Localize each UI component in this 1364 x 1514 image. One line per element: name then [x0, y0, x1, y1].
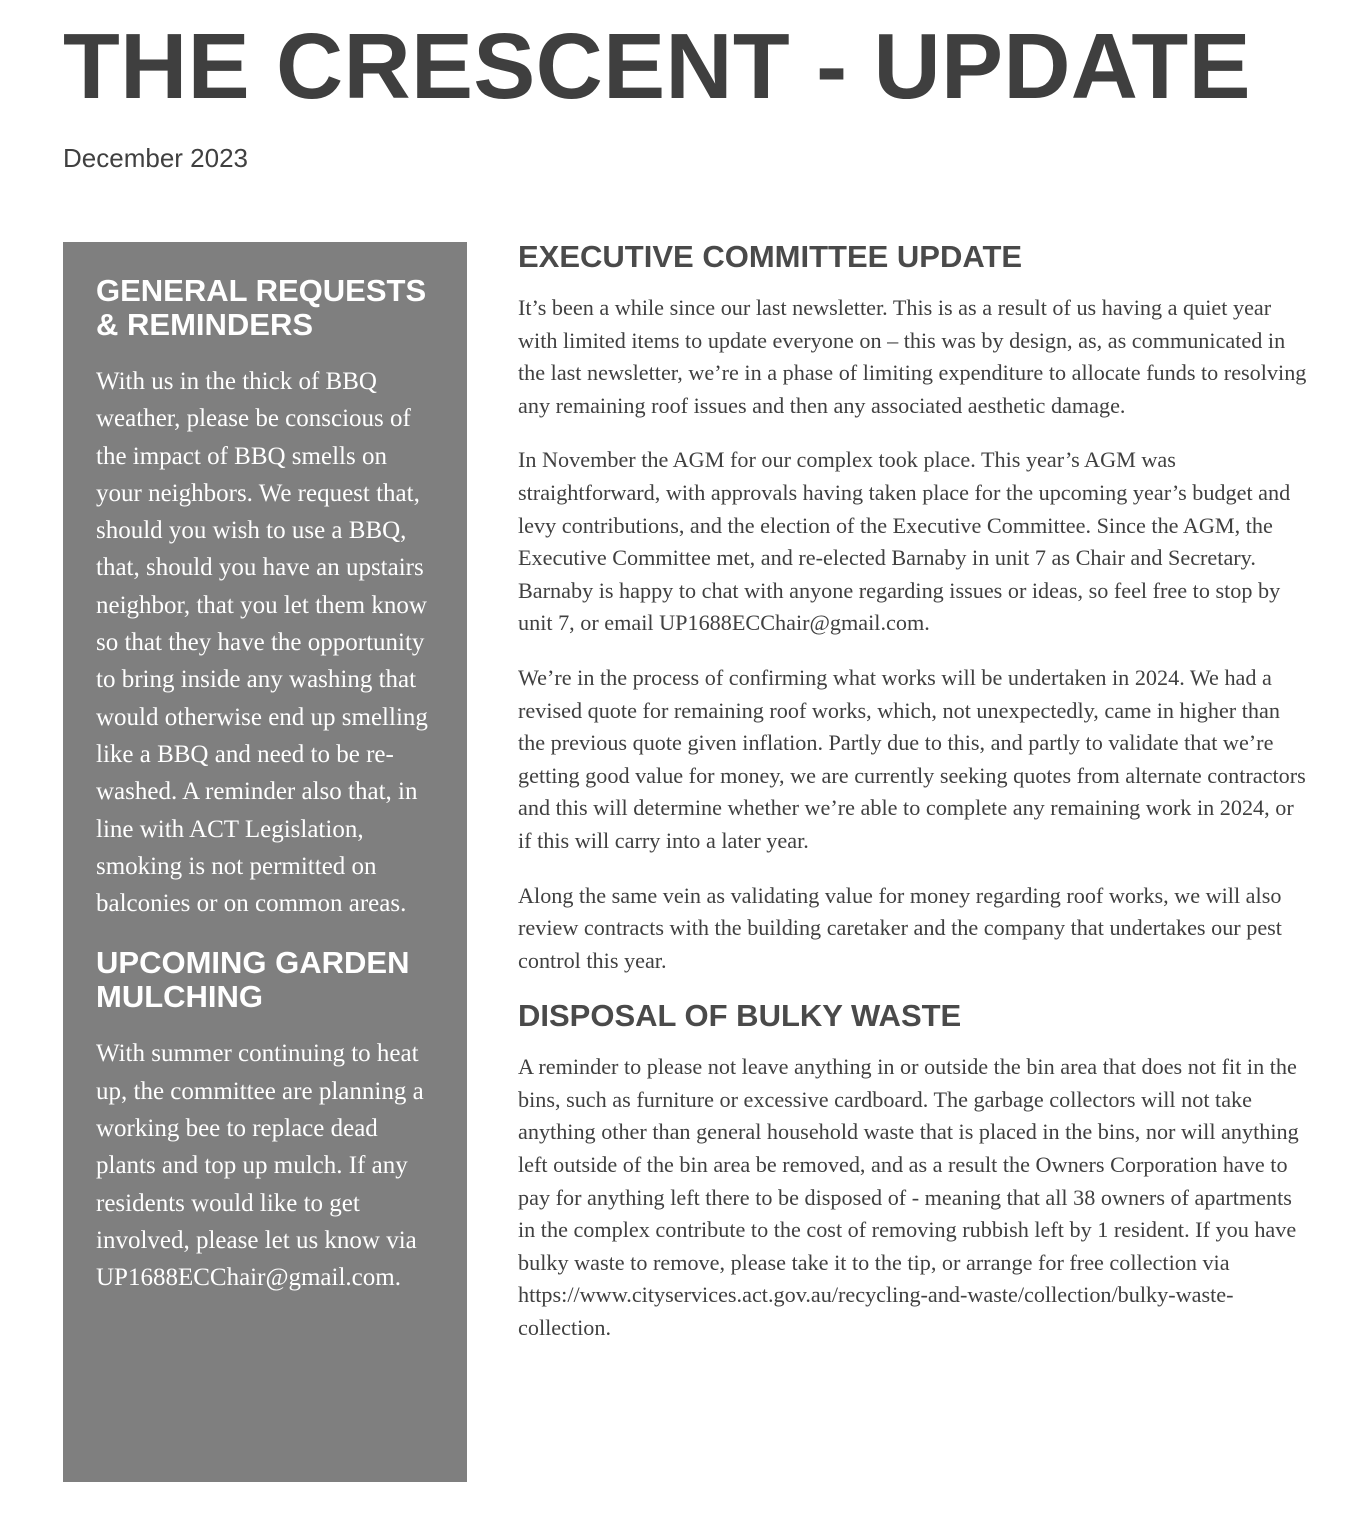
executive-committee-heading: EXECUTIVE COMMITTEE UPDATE: [518, 239, 1023, 274]
main-column: [518, 238, 1308, 1345]
garden-mulching-text: With summer continuing to heat up, the committee are planning a working bee to replace dead plants and top up mulch. If any residents would like to get involved, please let us know via UP1688ECChair@gmail.com.: [96, 1040, 424, 1292]
garden-mulching-heading: UPCOMING GARDEN MULCHING: [96, 945, 410, 1014]
bulky-waste-heading: DISPOSAL OF BULKY WASTE: [518, 998, 962, 1034]
executive-committee-paragraph: It’s been a while since our last newsletter. This is as a result of us having a quiet year with limited items to update everyone on – this was by design, as, as communicated in the last newsletter, we’re in a phase of limiting expenditure to allocate funds to resolving any remaining roof issues and then any associated aesthetic damage.: [518, 295, 1307, 418]
executive-committee-paragraph: In November the AGM for our complex took place. This year’s AGM was straightforward, with approvals having taken place for the upcoming year’s budget and levy contributions, and the election of the Executive Committee. Since the AGM, the Executive Committee met, and re-elected Barnaby in unit 7 as Chair and Secretary. Barnaby is happy to chat with anyone regarding issues or ideas, so feel free to stop by unit 7, or email UP1688ECChair@gmail.com.: [518, 447, 1291, 636]
general-requests-text: With us in the thick of BBQ weather, please be conscious of the impact of BBQ smells on your neighbors. We request that, should you wish to use a BBQ, that, should you have an upstairs neighbor, that you let them know so that they have the opportunity to bring inside any washing that would otherwise end up smelling like a BBQ and need to be re-washed. A reminder also that, in line with ACT Legislation, smoking is not permitted on balconies or on common areas.: [96, 368, 428, 918]
sidebar-panel: [63, 242, 467, 1482]
general-requests-heading: GENERAL REQUESTS & REMINDERS: [96, 273, 427, 342]
executive-committee-paragraph: We’re in the process of confirming what works will be undertaken in 2024. We had a revised quote for remaining roof works, which, not unexpectedly, came in higher than the previous quote given inflation. Partly due to this, and partly to validate that we’re getting good value for money, we are currently seeking quotes from alternate contractors and this will determine whether we’re able to complete any remaining work in 2024, or if this will carry into a later year.: [518, 664, 1306, 853]
bulky-waste-paragraph: A reminder to please not leave anything in or outside the bin area that does not fit in the bins, such as furniture or excessive cardboard. The garbage collectors will not take anything other than general household waste that is placed in the bins, nor will anything left outside of the bin area be removed, and as a result the Owners Corporation have to pay for anything left there to be disposed of - meaning that all 38 owners of apartments in the complex contribute to the cost of removing rubbish left by 1 resident. If you have bulky waste to remove, please take it to the tip, or arrange for free collection via https://www.cityservices.act.gov.au/recycling-and-waste/collection/bulky-waste-collection.: [518, 1054, 1299, 1341]
executive-committee-paragraph: Along the same vein as validating value for money regarding roof works, we will also review contracts with the building caretaker and the company that undertakes our pest control this year.: [518, 882, 1282, 973]
newsletter-date: December 2023: [63, 143, 248, 173]
newsletter-title: THE CRESCENT - UPDATE: [63, 14, 1251, 118]
